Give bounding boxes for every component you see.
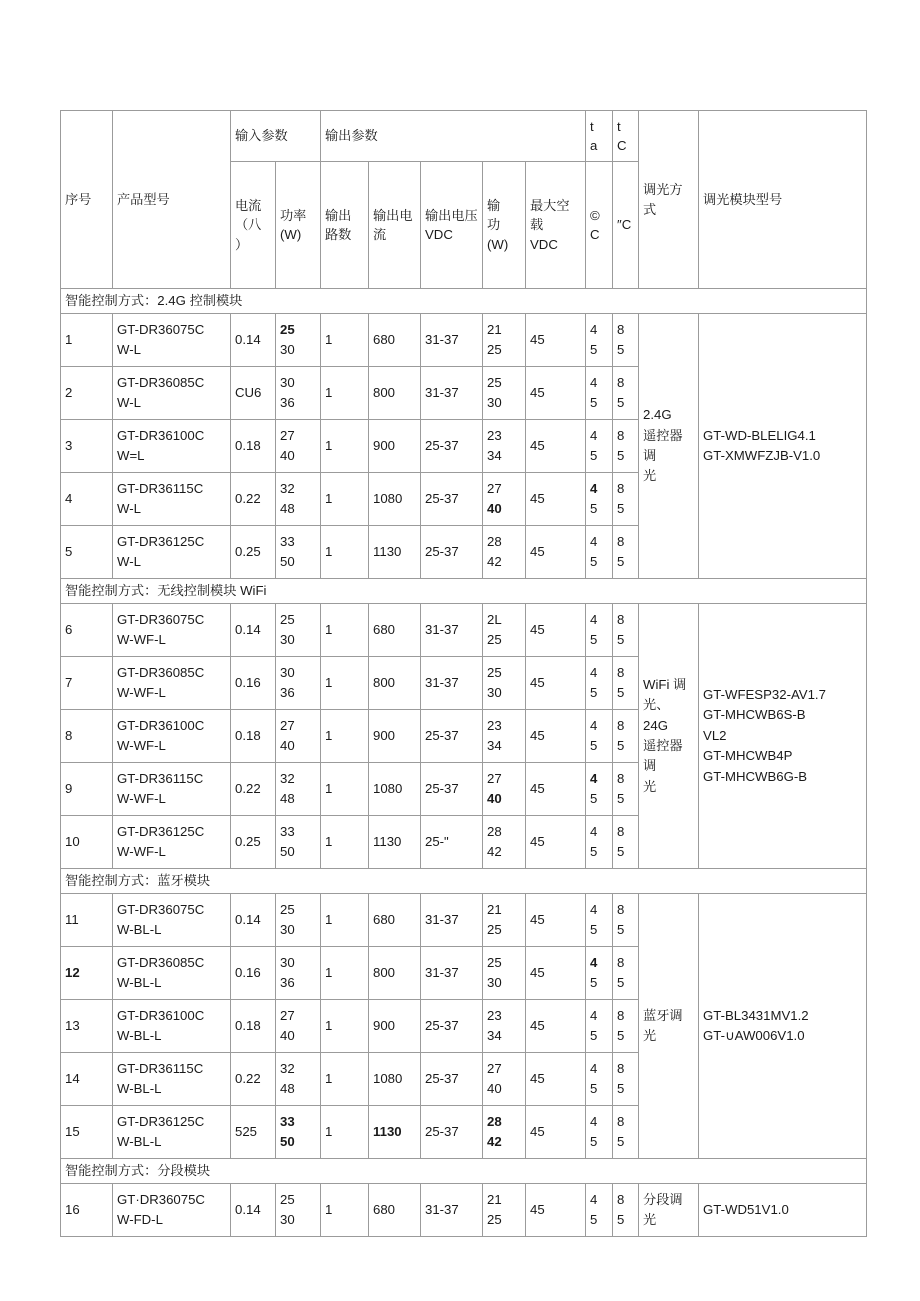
output-power: 27 40 <box>483 763 526 816</box>
output-ways: 1 <box>321 1184 369 1237</box>
output-power: 23 34 <box>483 710 526 763</box>
table-header <box>61 111 867 289</box>
row-index: 13 <box>61 1000 113 1053</box>
output-current: 800 <box>369 367 421 420</box>
row-index: 6 <box>61 604 113 657</box>
output-voltage: 25-37 <box>421 420 483 473</box>
row-index: 16 <box>61 1184 113 1237</box>
output-power: 28 42 <box>483 816 526 869</box>
tc-value: 8 5 <box>613 1053 639 1106</box>
group-label: 智能控制方式：蓝牙模块 <box>61 869 867 894</box>
output-voltage: 31-37 <box>421 367 483 420</box>
max-no-load-voltage: 45 <box>526 894 586 947</box>
product-model: GT-DR36085C W-BL-L <box>113 947 231 1000</box>
dimming-module-model: GT-WFESP32-AV1.7 GT-MHCWB6S-B VL2 GT-MHCWB4P GT-MHCWB6G-B <box>699 604 867 869</box>
header-ta-unit: ©C <box>586 162 613 289</box>
input-power: 27 40 <box>276 710 321 763</box>
product-model: GT-DR36125C W-BL-L <box>113 1106 231 1159</box>
row-index: 8 <box>61 710 113 763</box>
header-input-params: 输入参数 <box>231 111 321 162</box>
output-voltage: 31-37 <box>421 1184 483 1237</box>
output-ways: 1 <box>321 816 369 869</box>
input-power: 25 30 <box>276 894 321 947</box>
max-no-load-voltage: 45 <box>526 314 586 367</box>
output-current: 1130 <box>369 1106 421 1159</box>
table-body <box>61 289 867 1237</box>
product-model: GT-DR36100C W-WF-L <box>113 710 231 763</box>
ta-value: 4 5 <box>586 947 613 1000</box>
output-ways: 1 <box>321 1106 369 1159</box>
product-model: GT-DR36115C W-BL-L <box>113 1053 231 1106</box>
max-no-load-voltage: 45 <box>526 526 586 579</box>
ta-value: 4 5 <box>586 420 613 473</box>
header-ta-line1: t <box>590 118 594 134</box>
header-index: 序号 <box>61 111 113 289</box>
row-index: 1 <box>61 314 113 367</box>
header-output-current <box>369 162 421 289</box>
output-power: 25 30 <box>483 367 526 420</box>
dimming-module-model: GT-WD51V1.0 <box>699 1184 867 1237</box>
input-current: 0.16 <box>231 947 276 1000</box>
tc-value: 8 5 <box>613 947 639 1000</box>
input-power: 33 50 <box>276 526 321 579</box>
output-current: 680 <box>369 1184 421 1237</box>
input-power: 30 36 <box>276 947 321 1000</box>
tc-value: 8 5 <box>613 473 639 526</box>
output-current: 900 <box>369 420 421 473</box>
ta-value: 4 5 <box>586 473 613 526</box>
output-voltage: 25-37 <box>421 763 483 816</box>
group-label-row <box>61 1159 867 1184</box>
table-row <box>61 1184 867 1237</box>
header-model: 产品型号 <box>113 111 231 289</box>
header-current-l1: 电流 <box>235 198 262 214</box>
output-current: 680 <box>369 314 421 367</box>
input-current: 0.16 <box>231 657 276 710</box>
max-no-load-voltage: 45 <box>526 1106 586 1159</box>
header-row-top <box>61 111 867 162</box>
max-no-load-voltage: 45 <box>526 947 586 1000</box>
output-voltage: 25-37 <box>421 526 483 579</box>
max-no-load-voltage: 45 <box>526 710 586 763</box>
ta-value: 4 5 <box>586 526 613 579</box>
row-index: 2 <box>61 367 113 420</box>
max-no-load-voltage: 45 <box>526 763 586 816</box>
output-ways: 1 <box>321 1053 369 1106</box>
tc-value: 8 5 <box>613 1184 639 1237</box>
header-ocurrent-l2: 流 <box>373 227 387 242</box>
input-current: 525 <box>231 1106 276 1159</box>
header-dim-module: 调光模块型号 <box>699 111 867 289</box>
output-power: 21 25 <box>483 894 526 947</box>
input-power: 33 50 <box>276 816 321 869</box>
tc-value: 8 5 <box>613 604 639 657</box>
group-label: 智能控制方式：分段模块 <box>61 1159 867 1184</box>
input-current: 0.18 <box>231 1000 276 1053</box>
ta-value: 4 5 <box>586 816 613 869</box>
output-current: 680 <box>369 894 421 947</box>
output-ways: 1 <box>321 526 369 579</box>
product-model: GT-DR36085C W-WF-L <box>113 657 231 710</box>
product-model: GT-DR36075C W-L <box>113 314 231 367</box>
specification-table <box>60 110 867 1237</box>
ta-value: 4 5 <box>586 1053 613 1106</box>
input-current: 0.22 <box>231 1053 276 1106</box>
output-current: 1130 <box>369 526 421 579</box>
header-tc-unit: ″C <box>613 162 639 289</box>
tc-value: 8 5 <box>613 894 639 947</box>
group-label: 智能控制方式：2.4G 控制模块 <box>61 289 867 314</box>
header-current-l2: （八 <box>235 217 262 233</box>
group-label-row <box>61 579 867 604</box>
output-voltage: 25-37 <box>421 710 483 763</box>
ta-value: 4 5 <box>586 1000 613 1053</box>
output-power: 28 42 <box>483 526 526 579</box>
output-ways: 1 <box>321 657 369 710</box>
header-ovoltage-l2: VDC <box>425 227 453 242</box>
input-current: 0.18 <box>231 710 276 763</box>
header-ways-l1: 输出 <box>325 207 352 223</box>
header-ways-l2: 路数 <box>325 227 352 242</box>
max-no-load-voltage: 45 <box>526 420 586 473</box>
header-ocurrent-l1: 输出电 <box>373 207 413 223</box>
ta-value: 4 5 <box>586 1106 613 1159</box>
dimming-mode: 2.4G 遥控器调 光 <box>639 314 699 579</box>
product-model: GT·DR36075C W-FD-L <box>113 1184 231 1237</box>
output-voltage: 25-37 <box>421 1053 483 1106</box>
ta-value: 4 5 <box>586 604 613 657</box>
output-voltage: 31-37 <box>421 894 483 947</box>
header-power-l1: 功率 <box>280 207 307 223</box>
header-noload-l2: 载 <box>530 217 544 233</box>
group-label-row <box>61 289 867 314</box>
row-index: 11 <box>61 894 113 947</box>
input-power: 25 30 <box>276 1184 321 1237</box>
input-power: 33 50 <box>276 1106 321 1159</box>
header-tc <box>613 111 639 162</box>
table-row <box>61 314 867 367</box>
dimming-mode: 蓝牙调 光 <box>639 894 699 1159</box>
header-current <box>231 162 276 289</box>
output-ways: 1 <box>321 473 369 526</box>
ta-value: 4 5 <box>586 763 613 816</box>
row-index: 3 <box>61 420 113 473</box>
dimming-mode: 分段调光 <box>639 1184 699 1237</box>
max-no-load-voltage: 45 <box>526 816 586 869</box>
row-index: 4 <box>61 473 113 526</box>
input-current: 0.22 <box>231 473 276 526</box>
input-power: 32 48 <box>276 763 321 816</box>
output-voltage: 25-37 <box>421 473 483 526</box>
output-ways: 1 <box>321 1000 369 1053</box>
output-current: 800 <box>369 947 421 1000</box>
group-label-row <box>61 869 867 894</box>
header-ta-line2: a <box>590 138 598 153</box>
output-voltage: 31-37 <box>421 604 483 657</box>
output-ways: 1 <box>321 894 369 947</box>
max-no-load-voltage: 45 <box>526 1053 586 1106</box>
row-index: 12 <box>61 947 113 1000</box>
max-no-load-voltage: 45 <box>526 1184 586 1237</box>
output-ways: 1 <box>321 947 369 1000</box>
input-power: 27 40 <box>276 1000 321 1053</box>
input-power: 25 30 <box>276 314 321 367</box>
output-ways: 1 <box>321 604 369 657</box>
ta-value: 4 5 <box>586 367 613 420</box>
header-tc-line1: t <box>617 118 621 134</box>
output-current: 900 <box>369 1000 421 1053</box>
header-output-power <box>483 162 526 289</box>
output-current: 1130 <box>369 816 421 869</box>
product-model: GT-DR36075C W-WF-L <box>113 604 231 657</box>
input-current: 0.25 <box>231 526 276 579</box>
dimming-module-model: GT-BL3431MV1.2 GT-∪AW006V1.0 <box>699 894 867 1159</box>
product-model: GT-DR36125C W-L <box>113 526 231 579</box>
max-no-load-voltage: 45 <box>526 604 586 657</box>
ta-value: 4 5 <box>586 1184 613 1237</box>
output-ways: 1 <box>321 367 369 420</box>
output-power: 21 25 <box>483 1184 526 1237</box>
output-power: 28 42 <box>483 1106 526 1159</box>
header-opower-l3: (W) <box>487 236 509 252</box>
header-output-voltage <box>421 162 483 289</box>
output-power: 21 25 <box>483 314 526 367</box>
tc-value: 8 5 <box>613 1106 639 1159</box>
tc-value: 8 5 <box>613 1000 639 1053</box>
tc-value: 8 5 <box>613 526 639 579</box>
max-no-load-voltage: 45 <box>526 657 586 710</box>
max-no-load-voltage: 45 <box>526 473 586 526</box>
output-power: 25 30 <box>483 657 526 710</box>
output-voltage: 25-" <box>421 816 483 869</box>
header-output-ways <box>321 162 369 289</box>
ta-value: 4 5 <box>586 314 613 367</box>
row-index: 15 <box>61 1106 113 1159</box>
group-label: 智能控制方式：无线控制模块 WiFi <box>61 579 867 604</box>
input-current: 0.14 <box>231 314 276 367</box>
header-opower-l1: 输 <box>487 198 501 214</box>
input-current: 0.14 <box>231 1184 276 1237</box>
output-ways: 1 <box>321 763 369 816</box>
input-current: 0.14 <box>231 894 276 947</box>
input-current: 0.18 <box>231 420 276 473</box>
table-row <box>61 604 867 657</box>
header-ovoltage-l1: 输出电压 <box>425 207 478 223</box>
header-ta <box>586 111 613 162</box>
output-ways: 1 <box>321 710 369 763</box>
product-model: GT-DR36100C W-BL-L <box>113 1000 231 1053</box>
header-opower-l2: 功 <box>487 217 501 233</box>
dimming-mode: WiFi 调 光、24G 遥控器调 光 <box>639 604 699 869</box>
output-power: 27 40 <box>483 1053 526 1106</box>
input-power: 25 30 <box>276 604 321 657</box>
row-index: 10 <box>61 816 113 869</box>
product-model: GT-DR36125C W-WF-L <box>113 816 231 869</box>
input-current: CU6 <box>231 367 276 420</box>
row-index: 14 <box>61 1053 113 1106</box>
header-tc-line2: C <box>617 138 627 153</box>
tc-value: 8 5 <box>613 314 639 367</box>
output-current: 900 <box>369 710 421 763</box>
input-current: 0.22 <box>231 763 276 816</box>
tc-value: 8 5 <box>613 420 639 473</box>
header-noload-l3: VDC <box>530 236 558 252</box>
max-no-load-voltage: 45 <box>526 1000 586 1053</box>
ta-value: 4 5 <box>586 657 613 710</box>
product-model: GT-DR36100C W=L <box>113 420 231 473</box>
tc-value: 8 5 <box>613 367 639 420</box>
header-dim-mode: 调光方式 <box>639 111 699 289</box>
row-index: 7 <box>61 657 113 710</box>
input-power: 30 36 <box>276 367 321 420</box>
row-index: 5 <box>61 526 113 579</box>
output-voltage: 31-37 <box>421 314 483 367</box>
output-current: 680 <box>369 604 421 657</box>
output-power: 25 30 <box>483 947 526 1000</box>
tc-value: 8 5 <box>613 763 639 816</box>
header-power <box>276 162 321 289</box>
header-noload-l1: 最大空 <box>530 198 570 214</box>
output-voltage: 31-37 <box>421 947 483 1000</box>
row-index: 9 <box>61 763 113 816</box>
input-power: 32 48 <box>276 1053 321 1106</box>
output-current: 1080 <box>369 763 421 816</box>
output-current: 1080 <box>369 1053 421 1106</box>
header-current-l3: ） <box>235 236 249 252</box>
output-power: 2L 25 <box>483 604 526 657</box>
header-output-params: 输出参数 <box>321 111 586 162</box>
header-power-l2: (W) <box>280 227 302 242</box>
output-voltage: 31-37 <box>421 657 483 710</box>
output-current: 800 <box>369 657 421 710</box>
input-current: 0.14 <box>231 604 276 657</box>
product-model: GT-DR36115C W-WF-L <box>113 763 231 816</box>
table-row <box>61 894 867 947</box>
output-power: 23 34 <box>483 1000 526 1053</box>
input-power: 27 40 <box>276 420 321 473</box>
input-power: 32 48 <box>276 473 321 526</box>
tc-value: 8 5 <box>613 816 639 869</box>
output-voltage: 25-37 <box>421 1106 483 1159</box>
input-power: 30 36 <box>276 657 321 710</box>
max-no-load-voltage: 45 <box>526 367 586 420</box>
tc-value: 8 5 <box>613 657 639 710</box>
tc-value: 8 5 <box>613 710 639 763</box>
product-model: GT-DR36075C W-BL-L <box>113 894 231 947</box>
output-current: 1080 <box>369 473 421 526</box>
output-power: 27 40 <box>483 473 526 526</box>
ta-value: 4 5 <box>586 710 613 763</box>
output-ways: 1 <box>321 420 369 473</box>
output-power: 23 34 <box>483 420 526 473</box>
output-voltage: 25-37 <box>421 1000 483 1053</box>
input-current: 0.25 <box>231 816 276 869</box>
product-model: GT-DR36085C W-L <box>113 367 231 420</box>
product-model: GT-DR36115C W-L <box>113 473 231 526</box>
dimming-module-model: GT-WD-BLELIG4.1 GT-XMWFZJB-V1.0 <box>699 314 867 579</box>
output-ways: 1 <box>321 314 369 367</box>
ta-value: 4 5 <box>586 894 613 947</box>
header-no-load <box>526 162 586 289</box>
